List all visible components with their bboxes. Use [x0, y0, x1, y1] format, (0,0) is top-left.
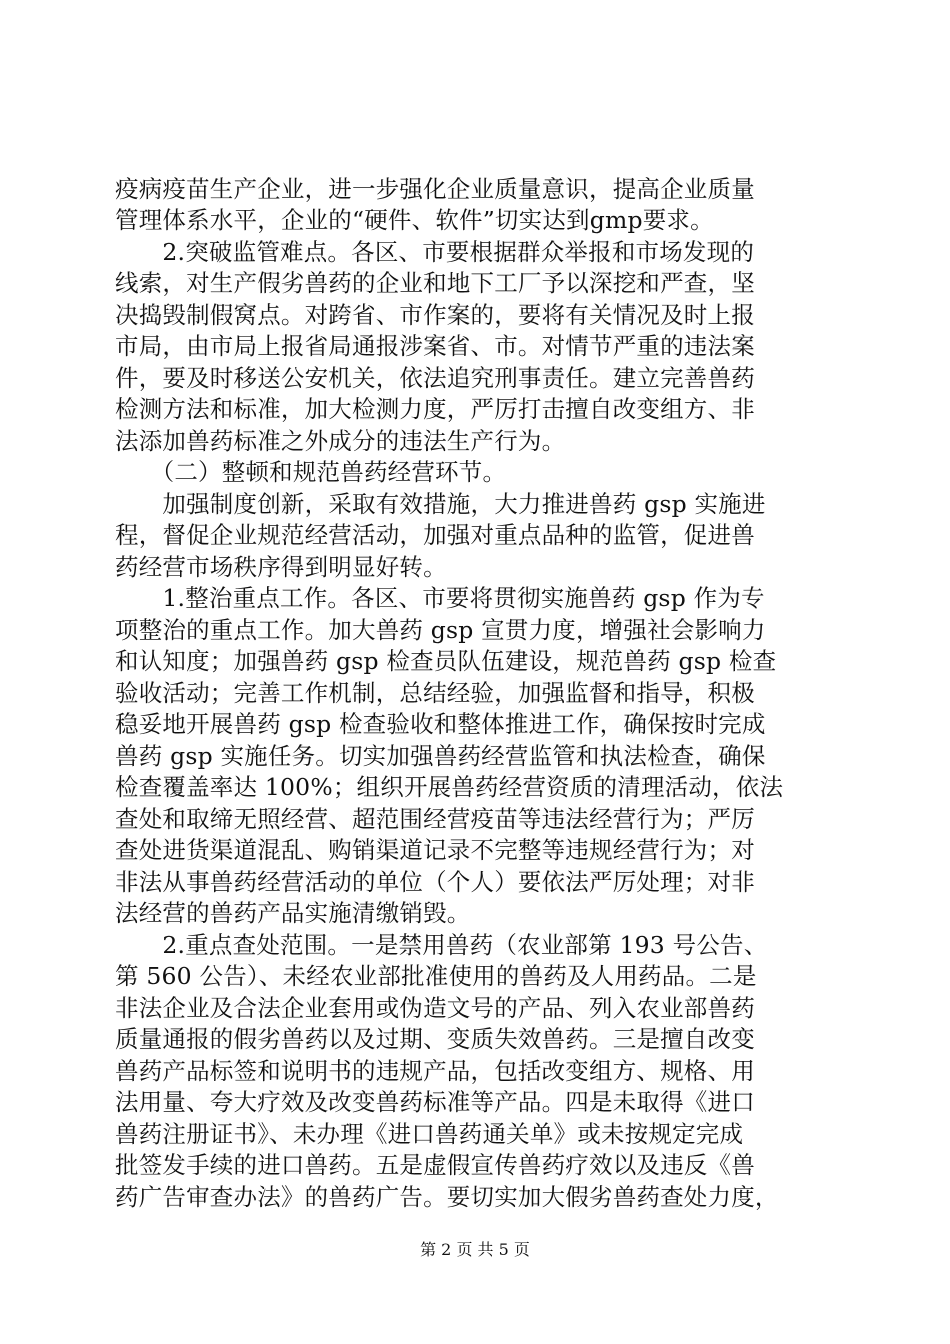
- text-line: 查处和取缔无照经营、超范围经营疫苗等违法经营行为；严厉: [115, 805, 755, 833]
- text-line: 1.整治重点工作。各区、市要将贯彻实施兽药 gsp 作为专: [115, 584, 765, 612]
- text-line: 验收活动；完善工作机制，总结经验，加强监督和指导，积极: [115, 679, 755, 707]
- text-line: 管理体系水平，企业的“硬件、软件”切实达到gmp要求。: [115, 206, 714, 234]
- text-line: 检查覆盖率达 100%；组织开展兽药经营资质的清理活动，依法: [115, 773, 784, 801]
- text-line: 项整治的重点工作。加大兽药 gsp 宣贯力度，增强社会影响力: [115, 616, 766, 644]
- text-line: 第 560 公告）、未经农业部批准使用的兽药及人用药品。二是: [115, 962, 757, 990]
- text-line: 非法企业及合法企业套用或伪造文号的产品、列入农业部兽药: [115, 994, 755, 1022]
- text-line: 批签发手续的进口兽药。五是虚假宣传兽药疗效以及违反《兽: [115, 1151, 755, 1179]
- text-line: 兽药产品标签和说明书的违规产品，包括改变组方、规格、用: [115, 1057, 755, 1085]
- text-line: 药经营市场秩序得到明显好转。: [115, 553, 447, 581]
- section-heading: （二）整顿和规范兽药经营环节。: [115, 458, 507, 486]
- text-line: 法经营的兽药产品实施清缴销毁。: [115, 899, 471, 927]
- text-line: 兽药 gsp 实施任务。切实加强兽药经营监管和执法检查，确保: [115, 742, 766, 770]
- text-line: 兽药注册证书》、未办理《进口兽药通关单》或未按规定完成: [115, 1120, 744, 1148]
- text-line: 线索，对生产假劣兽药的企业和地下工厂予以深挖和严查，坚: [115, 269, 755, 297]
- text-line: 质量通报的假劣兽药以及过期、变质失效兽药。三是擅自改变: [115, 1025, 755, 1053]
- text-line: 件，要及时移送公安机关，依法追究刑事责任。建立完善兽药: [115, 364, 755, 392]
- text-line: 法添加兽药标准之外成分的违法生产行为。: [115, 427, 566, 455]
- text-line: 疫病疫苗生产企业，进一步强化企业质量意识，提高企业质量: [115, 175, 755, 203]
- text-line: 2.突破监管难点。各区、市要根据群众举报和市场发现的: [115, 238, 755, 266]
- text-line: 法用量、夸大疗效及改变兽药标准等产品。四是未取得《进口: [115, 1088, 755, 1116]
- page-number-footer: 第 2 页 共 5 页: [420, 1240, 530, 1259]
- text-line: 查处进货渠道混乱、购销渠道记录不完整等违规经营行为；对: [115, 836, 755, 864]
- text-line: 检测方法和标准，加大检测力度，严厉打击擅自改变组方、非: [115, 395, 755, 423]
- text-line: 2.重点查处范围。一是禁用兽药（农业部第 193 号公告、: [115, 931, 768, 959]
- text-line: 和认知度；加强兽药 gsp 检查员队伍建设，规范兽药 gsp 检查: [115, 647, 777, 675]
- text-line: 市局，由市局上报省局通报涉案省、市。对情节严重的违法案: [115, 332, 755, 360]
- text-line: 非法从事兽药经营活动的单位（个人）要依法严厉处理；对非: [115, 868, 755, 896]
- text-line: 决捣毁制假窝点。对跨省、市作案的，要将有关情况及时上报: [115, 301, 755, 329]
- text-line: 加强制度创新，采取有效措施，大力推进兽药 gsp 实施进: [115, 490, 766, 518]
- text-line: 稳妥地开展兽药 gsp 检查验收和整体推进工作，确保按时完成: [115, 710, 766, 738]
- text-line: 药广告审查办法》的兽药广告。要切实加大假劣兽药查处力度，: [115, 1183, 779, 1211]
- text-line: 程，督促企业规范经营活动，加强对重点品种的监管，促进兽: [115, 521, 755, 549]
